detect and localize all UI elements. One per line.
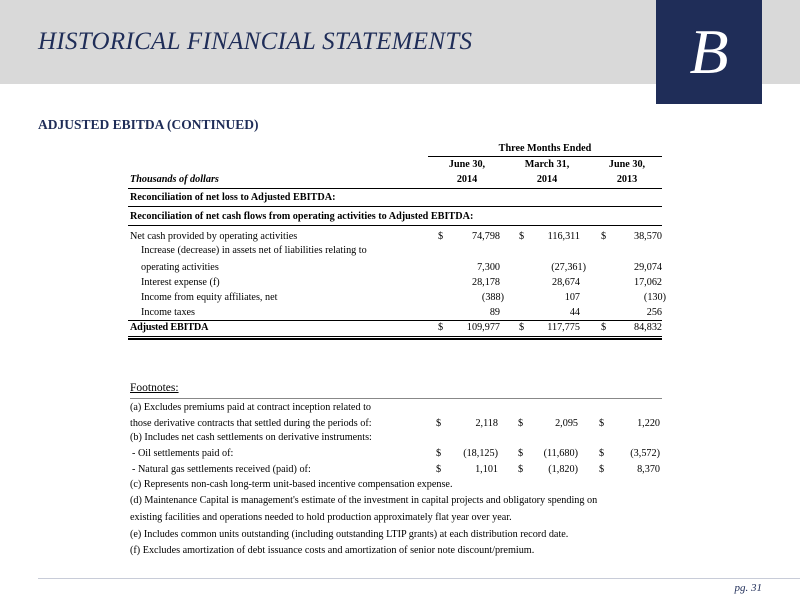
logo-letter: B [689, 16, 729, 87]
cell-col1: 74,798 [471, 231, 500, 242]
footnote-b-gas-col1: 1,101 [475, 464, 498, 475]
dollar-sign: $ [436, 448, 442, 459]
cell-col2: 116,311 [547, 231, 580, 242]
reconciliation-cash-flows [128, 210, 662, 224]
footnote-a-line2 [130, 417, 670, 431]
footnote-b-gas-text: - Natural gas settlements received (paid) of: [132, 464, 311, 475]
table-row [128, 276, 662, 290]
cell-col1: 28,178 [471, 277, 500, 288]
dollar-sign: $ [519, 322, 525, 333]
dollar-sign: $ [601, 322, 607, 333]
footnote-d-line2: existing facilities and operations needed to hold production approximately flat year over year. [130, 512, 512, 523]
dollar-sign: $ [518, 464, 524, 475]
reconciliation-net-loss-label: Reconciliation of net loss to Adjusted EBITDA: [130, 192, 336, 203]
cell-col2: 107 [564, 292, 580, 303]
footnote-b-oil-col3: (3,572) [630, 448, 660, 459]
page-number: pg. 31 [734, 582, 762, 594]
row-label: Increase (decrease) in assets net of liabilities relating to [141, 245, 367, 256]
cell-col3: (130) [643, 292, 666, 303]
section-title: ADJUSTED EBITDA (CONTINUED) [38, 117, 259, 132]
cell-col3: 17,062 [633, 277, 662, 288]
column-header-row-2 [128, 173, 662, 187]
footnotes-rule [130, 398, 662, 399]
table-row [128, 261, 662, 275]
reconciliation-rule-2 [128, 225, 662, 226]
footnote-b-oil-col1: (18,125) [463, 448, 498, 459]
dollar-sign: $ [599, 418, 605, 429]
dollar-sign: $ [518, 448, 524, 459]
footnote-b-gas [130, 463, 670, 477]
brand-logo [656, 0, 762, 104]
cell-col2: 28,674 [551, 277, 580, 288]
footnote-b-line: (b) Includes net cash settlements on derivative instruments: [130, 432, 372, 443]
dollar-sign: $ [599, 464, 605, 475]
footnote-d-line1: (d) Maintenance Capital is management's estimate of the investment in capital projects and obligatory spending on [130, 495, 598, 506]
footnote-b-gas-col2: (1,820) [548, 464, 578, 475]
cell-col3: 29,074 [633, 262, 662, 273]
cell-col1: 109,977 [466, 322, 500, 333]
table-group-header [128, 142, 662, 156]
cell-col2: 44 [569, 307, 580, 318]
cell-col3: 84,832 [633, 322, 662, 333]
total-double-rule-top [128, 336, 662, 337]
row-label: Interest expense (f) [141, 277, 220, 288]
dollar-sign: $ [519, 231, 525, 242]
column-header-row-1 [128, 158, 662, 172]
footnote-b-oil-text: - Oil settlements paid of: [132, 448, 234, 459]
footnote-f: (f) Excludes amortization of debt issuance costs and amortization of senior note discount/premium. [130, 545, 535, 556]
reconciliation-net-loss [128, 191, 662, 205]
col2-header-line1: March 31, [524, 159, 570, 170]
total-double-rule-bottom [128, 338, 662, 340]
dollar-sign: $ [518, 418, 524, 429]
row-label-header: Thousands of dollars [130, 174, 219, 185]
footnotes-title: Footnotes: [130, 382, 179, 394]
reconciliation-cash-flows-label: Reconciliation of net cash flows from operating activities to Adjusted EBITDA: [130, 211, 474, 222]
cell-col1: 89 [489, 307, 500, 318]
col2-header-line2: 2014 [536, 174, 558, 185]
adjusted-ebitda-row [128, 321, 662, 335]
table-row [128, 291, 666, 305]
row-label: Net cash provided by operating activities [130, 231, 298, 242]
cell-col1: (388) [481, 292, 504, 303]
row-label: Income from equity affiliates, net [141, 292, 278, 303]
col3-header-line1: June 30, [608, 159, 646, 170]
cell-col2: 117,775 [547, 322, 580, 333]
col3-header-line2: 2013 [616, 174, 638, 185]
page-title: HISTORICAL FINANCIAL STATEMENTS [38, 28, 473, 55]
dollar-sign: $ [438, 322, 444, 333]
footnote-b-oil-col2: (11,680) [543, 448, 578, 459]
dollar-sign: $ [436, 418, 442, 429]
group-header-rule [428, 156, 662, 157]
footnote-b-oil [130, 447, 670, 461]
dollar-sign: $ [436, 464, 442, 475]
cell-col1: 7,300 [477, 262, 500, 273]
reconciliation-rule-1 [128, 206, 662, 207]
adjusted-ebitda-label: Adjusted EBITDA [130, 322, 209, 333]
dollar-sign: $ [601, 231, 607, 242]
footnote-a-line1: (a) Excludes premiums paid at contract inception related to [130, 402, 372, 413]
header-bottom-rule [128, 188, 662, 189]
footnote-a-col1: 2,118 [475, 418, 498, 429]
dollar-sign: $ [599, 448, 605, 459]
row-label: Income taxes [141, 307, 196, 318]
footnote-e: (e) Includes common units outstanding (including outstanding LTIP grants) at each distribution record date. [130, 529, 569, 540]
cell-col2: (27,361) [551, 262, 586, 273]
footnote-a-text: those derivative contracts that settled during the periods of: [130, 418, 372, 429]
table-row [128, 230, 662, 244]
footer-rule [38, 578, 800, 579]
cell-col3: 38,570 [633, 231, 662, 242]
table-row [128, 306, 662, 320]
row-label: operating activities [141, 262, 219, 273]
footnote-b-gas-col3: 8,370 [637, 464, 660, 475]
col1-header-line2: 2014 [456, 174, 478, 185]
cell-col3: 256 [646, 307, 662, 318]
dollar-sign: $ [438, 231, 444, 242]
footnote-a-col3: 1,220 [637, 418, 660, 429]
col1-header-line1: June 30, [448, 159, 486, 170]
table-row [128, 244, 662, 258]
footnote-a-col2: 2,095 [555, 418, 578, 429]
group-header-label: Three Months Ended [498, 143, 592, 154]
footnote-c: (c) Represents non-cash long-term unit-based incentive compensation expense. [130, 479, 453, 490]
